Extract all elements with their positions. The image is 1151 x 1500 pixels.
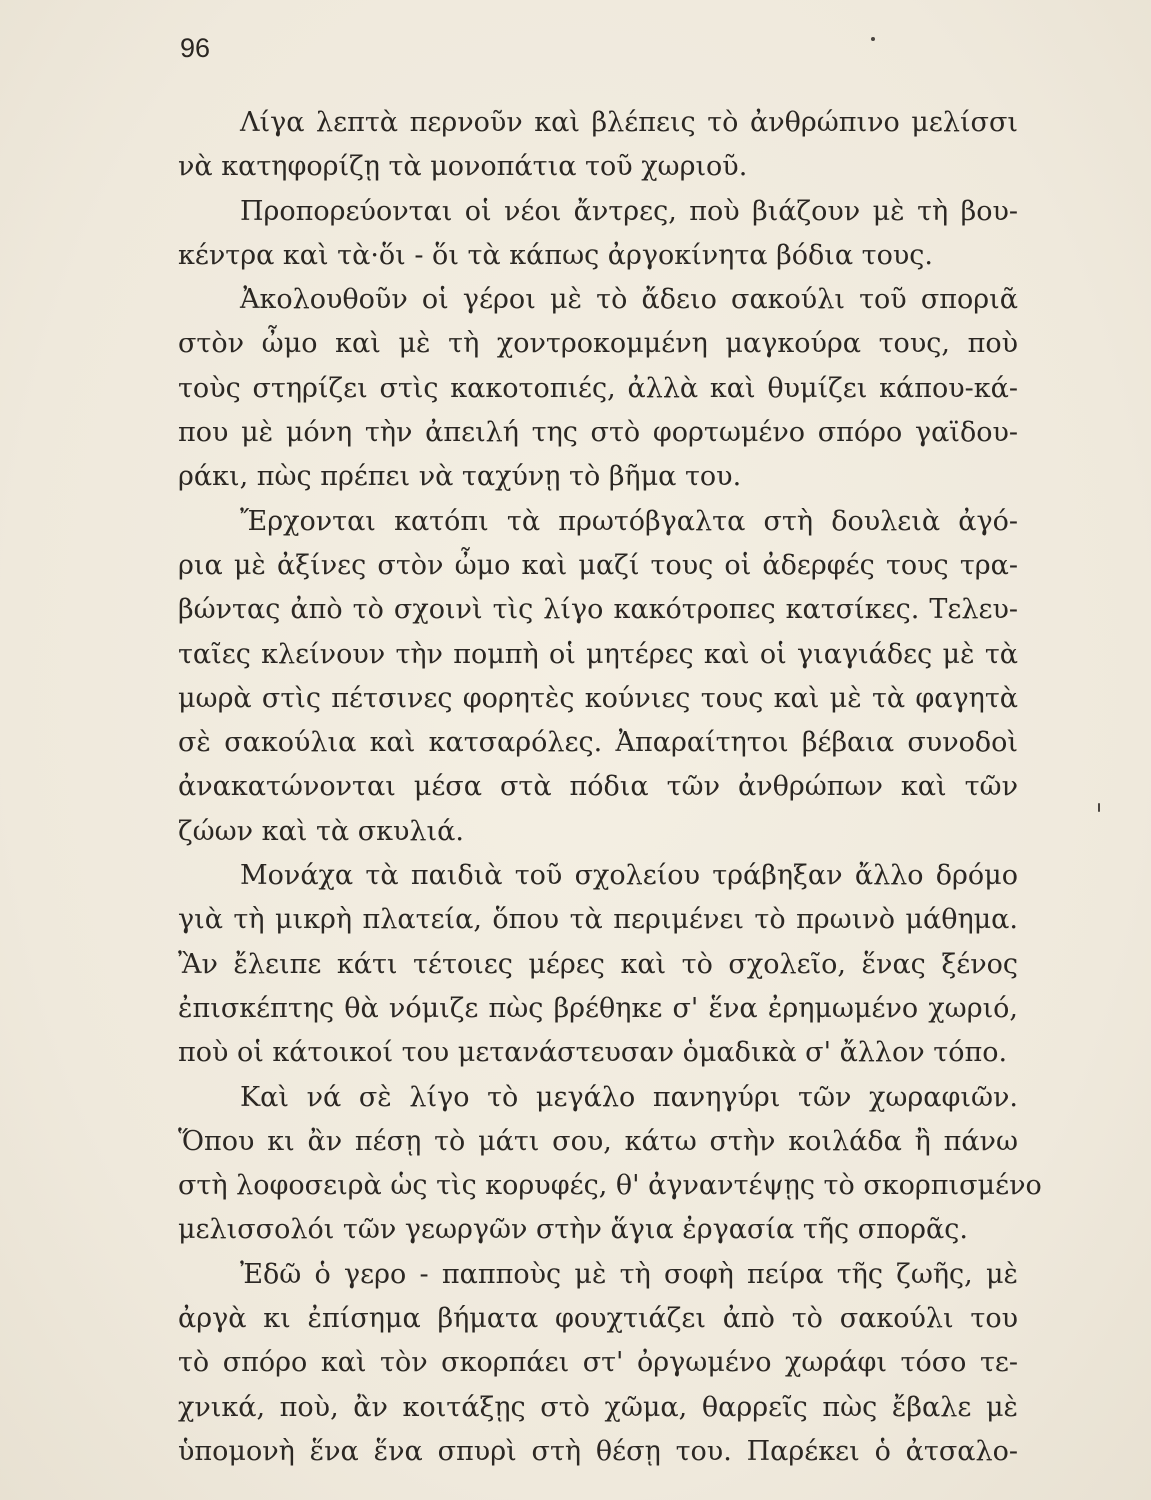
text-line: Ἐδῶ ὁ γερο - παπποὺς μὲ τὴ σοφὴ πείρα τῆς ζωῆς, μὲ	[240, 1258, 1018, 1290]
text-line: που μὲ μόνη τὴν ἀπειλή της στὸ φορτωμένο σπόρο γαϊδου-	[178, 417, 1018, 449]
text-line: μωρὰ στὶς πέτσινες φορητὲς κούνιες τους καὶ μὲ τὰ φαγητὰ	[178, 682, 1018, 714]
text-line: ἐπισκέπτης θὰ νόμιζε πὼς βρέθηκε σ' ἕνα ἐρημωμένο χωριό,	[178, 992, 1018, 1024]
text-line: στὸν ὦμο καὶ μὲ τὴ χοντροκομμένη μαγκούρα τους, ποὺ	[178, 328, 1018, 360]
text-line: Μονάχα τὰ παιδιὰ τοῦ σχολείου τράβηξαν ἄλλο δρόμο	[240, 860, 1018, 892]
text-line: Ἂν ἔλειπε κάτι τέτοιες μέρες καὶ τὸ σχολεῖο, ἕνας ξένος	[178, 948, 1018, 980]
text-line: στὴ λοφοσειρὰ ὡς τὶς κορυφές, θ' ἀγναντέψῃς τὸ σκορπισμένο	[178, 1170, 1042, 1202]
text-line: Ἔρχονται κατόπι τὰ πρωτόβγαλτα στὴ δουλειὰ ἀγό-	[240, 505, 1018, 537]
text-line: Προπορεύονται οἱ νέοι ἄντρες, ποὺ βιάζουν μὲ τὴ βου-	[240, 195, 1018, 227]
text-line: ζώων καὶ τὰ σκυλιά.	[178, 815, 464, 847]
text-line: ἀνακατώνονται μέσα στὰ πόδια τῶν ἀνθρώπων καὶ τῶν	[178, 771, 1018, 803]
text-line: ράκι, πὼς πρέπει νὰ ταχύνῃ τὸ βῆμα του.	[178, 461, 742, 493]
text-line: Καὶ νά σὲ λίγο τὸ μεγάλο πανηγύρι τῶν χωραφιῶν.	[240, 1081, 1018, 1113]
text-line: Ἀκολουθοῦν οἱ γέροι μὲ τὸ ἄδειο σακούλι τοῦ σποριᾶ	[240, 284, 1018, 316]
text-line: κέντρα καὶ τὰ·ὅι - ὅι τὰ κάπως ἀργοκίνητα βόδια τους.	[178, 239, 933, 271]
text-line: ἀργὰ κι ἐπίσημα βήματα φουχτιάζει ἀπὸ τὸ σακούλι του	[178, 1303, 1018, 1335]
text-line: τοὺς στηρίζει στὶς κακοτοπιές, ἀλλὰ καὶ θυμίζει κάπου-κά-	[178, 372, 1018, 404]
body-text	[178, 101, 1042, 1474]
text-line: σὲ σακούλια καὶ κατσαρόλες. Ἀπαραίτητοι βέβαια συνοδοὶ	[178, 727, 1018, 759]
text-line: νὰ κατηφορίζῃ τὰ μονοπάτια τοῦ χωριοῦ.	[178, 151, 748, 183]
text-line: ποὺ οἱ κάτοικοί του μετανάστευσαν ὁμαδικὰ σ' ἄλλον τόπο.	[178, 1037, 1008, 1069]
text-line: χνικά, ποὺ, ἂν κοιτάξῃς στὸ χῶμα, θαρρεῖς πὼς ἔβαλε μὲ	[178, 1391, 1018, 1423]
text-line: τὸ σπόρο καὶ τὸν σκορπάει στ' ὀργωμένο χωράφι τόσο τε-	[178, 1347, 1018, 1379]
text-line: ρια μὲ ἀξίνες στὸν ὦμο καὶ μαζί τους οἱ ἀδερφές τους τρα-	[178, 549, 1018, 581]
text-line: Λίγα λεπτὰ περνοῦν καὶ βλέπεις τὸ ἀνθρώπινο μελίσσι	[240, 107, 1018, 138]
text-line: ταῖες κλείνουν τὴν πομπὴ οἱ μητέρες καὶ οἱ γιαγιάδες μὲ τὰ	[178, 638, 1018, 670]
text-line: γιὰ τὴ μικρὴ πλατεία, ὅπου τὰ περιμένει τὸ πρωινὸ μάθημα.	[178, 904, 1018, 936]
text-line: Ὅπου κι ἂν πέσῃ τὸ μάτι σου, κάτω στὴν κοιλάδα ἢ πάνω	[178, 1125, 1018, 1157]
page-number: 96	[180, 33, 211, 63]
text-line: μελισσολόι τῶν γεωργῶν στὴν ἅγια ἐργασία τῆς σπορᾶς.	[178, 1214, 968, 1246]
ink-speck	[871, 37, 875, 41]
text-line: βώντας ἀπὸ τὸ σχοινὶ τὶς λίγο κακότροπες κατσίκες. Τελευ-	[178, 594, 1018, 626]
ink-speck	[1098, 803, 1100, 812]
text-line: ὑπομονὴ ἕνα ἕνα σπυρὶ στὴ θέσῃ του. Παρέκει ὁ ἀτσαλο-	[178, 1435, 1018, 1467]
